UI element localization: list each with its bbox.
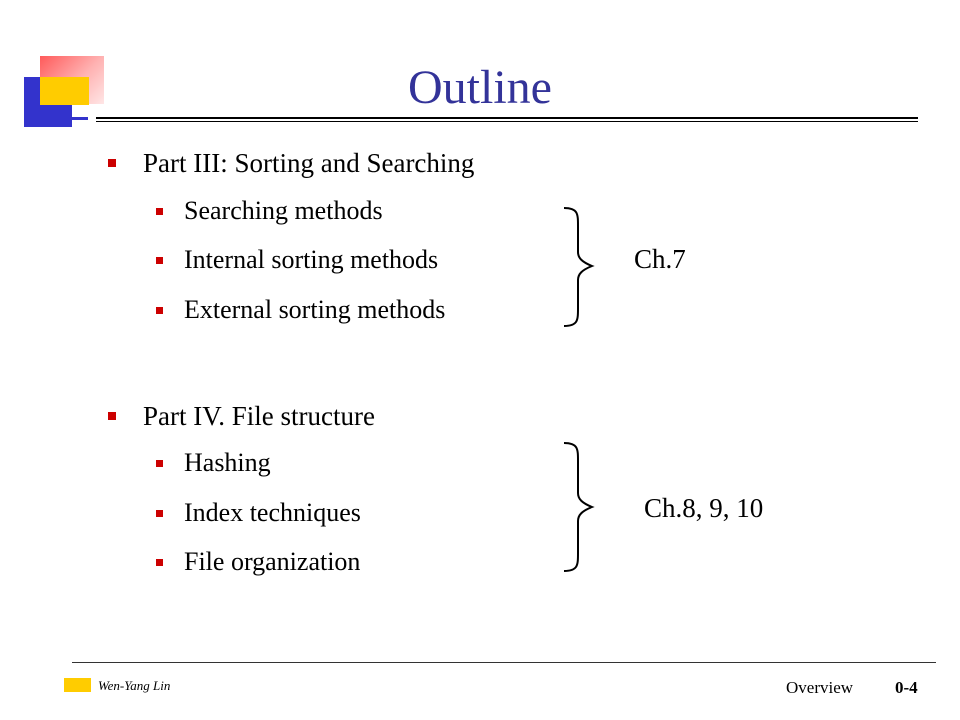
curly-brace-icon: [558, 206, 598, 328]
chapter-label: Ch.7: [634, 244, 686, 274]
bullet-square-icon: [156, 257, 163, 264]
list-item: [156, 496, 361, 530]
footer-divider: [72, 662, 936, 663]
page-number: 0-4: [895, 678, 918, 697]
list-item-text: File organization: [184, 547, 361, 576]
list-item-text: Index techniques: [184, 498, 361, 527]
slide-title: Outline: [408, 61, 552, 114]
list-item-text: Searching methods: [184, 196, 383, 225]
chapter-label: Ch.8, 9, 10: [644, 493, 764, 523]
section-heading: [108, 399, 375, 433]
list-item: [156, 194, 383, 228]
bullet-square-icon: [156, 307, 163, 314]
section-heading: [108, 146, 474, 180]
list-item-text: External sorting methods: [184, 295, 446, 324]
curly-brace-icon: [558, 441, 598, 573]
list-item: [156, 243, 438, 277]
bullet-square-icon: [156, 208, 163, 215]
list-item-text: Hashing: [184, 448, 271, 477]
footer-section: Overview: [786, 678, 854, 697]
section-heading-text: Part IV. File structure: [143, 401, 375, 431]
bullet-square-icon: [156, 460, 163, 467]
bullet-square-icon: [156, 510, 163, 517]
footer-yellow-square: [64, 678, 91, 692]
list-item: [156, 545, 360, 579]
list-item: [156, 446, 271, 480]
list-item-text: Internal sorting methods: [184, 245, 439, 274]
bullet-square-icon: [108, 159, 116, 167]
footer-author: Wen-Yang Lin: [98, 678, 171, 693]
title-underline: [96, 117, 918, 122]
section-heading-text: Part III: Sorting and Searching: [143, 148, 475, 178]
bullet-square-icon: [108, 412, 116, 420]
list-item: [156, 293, 445, 327]
bullet-square-icon: [156, 559, 163, 566]
